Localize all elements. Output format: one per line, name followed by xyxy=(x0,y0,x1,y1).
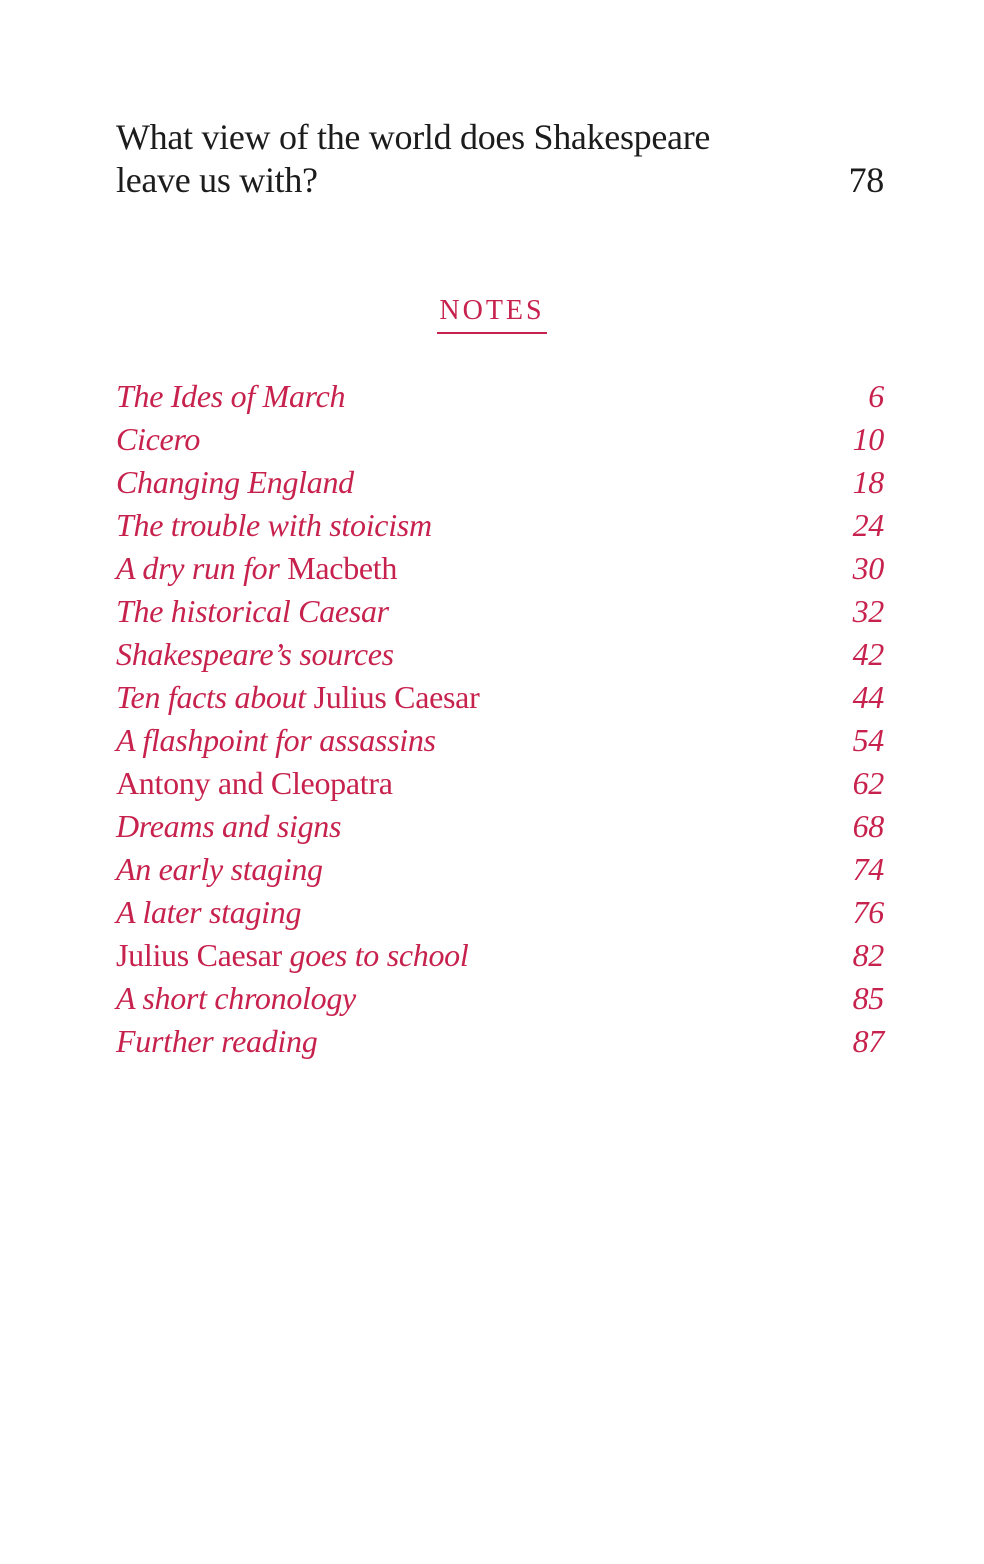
note-entry-title xyxy=(116,676,479,719)
note-title-roman-part: Antony and Cleopatra xyxy=(116,765,393,801)
note-title-italic-part: goes to school xyxy=(281,937,469,973)
note-entry[interactable] xyxy=(116,547,884,590)
note-entry-page-number: 74 xyxy=(852,851,884,887)
note-entry-title xyxy=(116,504,432,547)
note-entry[interactable] xyxy=(116,1020,884,1063)
note-entry-page-number: 82 xyxy=(852,937,884,973)
note-entry-page-number: 10 xyxy=(852,421,884,457)
note-title-italic-part: Shakespeare’s sources xyxy=(116,636,394,672)
note-entry-page-number: 42 xyxy=(852,636,884,672)
note-entry[interactable] xyxy=(116,934,884,977)
note-entry-title xyxy=(116,719,436,762)
toc-entry-lead[interactable] xyxy=(116,116,884,202)
note-entry-title xyxy=(116,762,393,805)
note-title-italic-part: A flashpoint for assassins xyxy=(116,722,436,758)
note-title-roman-part: Julius Caesar xyxy=(313,679,480,715)
note-entry-page-number: 32 xyxy=(852,593,884,629)
note-title-italic-part: Ten facts about xyxy=(116,679,314,715)
note-title-italic-part: Further reading xyxy=(116,1023,318,1059)
note-title-italic-part: Changing England xyxy=(116,464,354,500)
note-title-italic-part: A dry run for xyxy=(116,550,288,586)
note-entry[interactable] xyxy=(116,418,884,461)
note-entry[interactable] xyxy=(116,848,884,891)
note-entry[interactable] xyxy=(116,461,884,504)
note-entry-page-number: 30 xyxy=(852,550,884,586)
note-title-italic-part: Cicero xyxy=(116,421,201,457)
note-title-roman-part: Julius Caesar xyxy=(116,937,282,973)
note-entry-page-number: 6 xyxy=(868,378,884,414)
note-entry-title xyxy=(116,848,323,891)
note-title-italic-part: An early staging xyxy=(116,851,323,887)
note-entry-title xyxy=(116,633,394,676)
note-entry-page-number: 44 xyxy=(852,679,884,715)
note-entry-title xyxy=(116,375,345,418)
note-entry-page-number: 24 xyxy=(852,507,884,543)
note-entry-page-number: 85 xyxy=(852,980,884,1016)
note-entry[interactable] xyxy=(116,633,884,676)
note-entry[interactable] xyxy=(116,590,884,633)
note-entry-page-number: 62 xyxy=(852,765,884,801)
note-entry[interactable] xyxy=(116,719,884,762)
note-entry-page-number: 76 xyxy=(852,894,884,930)
note-entry-title xyxy=(116,1020,317,1063)
note-title-italic-part: Dreams and signs xyxy=(116,808,342,844)
toc-entry-title: What view of the world does Shakespeare leave us with? xyxy=(116,117,711,200)
note-entry-title xyxy=(116,805,341,848)
note-title-italic-part: The Ides of March xyxy=(116,378,346,414)
note-entry-title xyxy=(116,461,354,504)
note-entry[interactable] xyxy=(116,676,884,719)
note-entry-page-number: 54 xyxy=(852,722,884,758)
note-entry-title xyxy=(116,590,389,633)
note-title-italic-part: The trouble with stoicism xyxy=(116,507,432,543)
note-entry[interactable] xyxy=(116,375,884,418)
note-entry[interactable] xyxy=(116,504,884,547)
note-entry-page-number: 68 xyxy=(852,808,884,844)
note-entry[interactable] xyxy=(116,762,884,805)
note-entry-page-number: 87 xyxy=(852,1023,884,1059)
note-entry-title xyxy=(116,418,200,461)
note-entry-title xyxy=(116,547,397,590)
notes-list xyxy=(116,375,884,1063)
note-title-italic-part: The historical Caesar xyxy=(116,593,389,629)
note-entry-title xyxy=(116,934,468,977)
note-entry[interactable] xyxy=(116,977,884,1020)
note-entry-page-number: 18 xyxy=(852,464,884,500)
notes-heading-text: NOTES xyxy=(437,293,546,334)
notes-heading xyxy=(0,293,984,334)
note-entry-title xyxy=(116,891,301,934)
note-entry-title xyxy=(116,977,356,1020)
toc-entry-page-number: 78 xyxy=(848,160,884,200)
note-title-italic-part: A later staging xyxy=(116,894,302,930)
note-title-roman-part: Macbeth xyxy=(287,550,398,586)
note-title-italic-part: A short chronology xyxy=(116,980,356,1016)
note-entry[interactable] xyxy=(116,891,884,934)
note-entry[interactable] xyxy=(116,805,884,848)
